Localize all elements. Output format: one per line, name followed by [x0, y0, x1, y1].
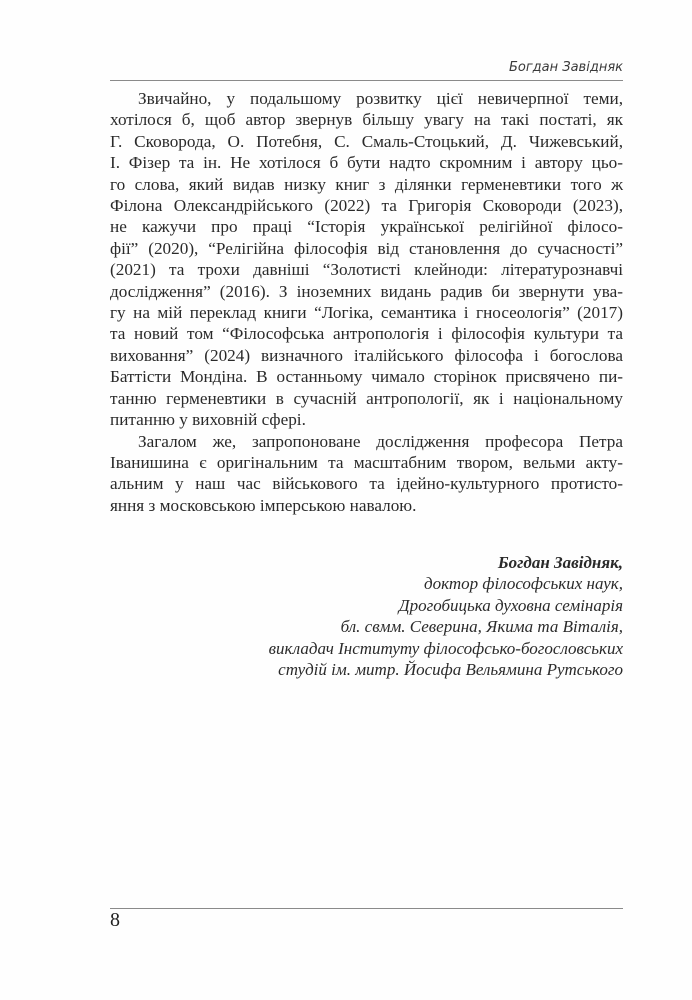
- text-line: Баттісти Мондіна. В останньому чимало сторінок присвячено пи-: [110, 367, 623, 387]
- text-line: го слова, який видав низку книг з ділянки герменевтики того ж: [110, 174, 623, 194]
- text-line: гу на мій переклад книги “Логіка, семантика і гносеологія” (2017): [110, 303, 623, 323]
- paragraph-2: [110, 431, 623, 517]
- signature-name: Богдан Завідняк,: [497, 553, 623, 572]
- text-line: яння з московською імперською навалою.: [110, 495, 417, 515]
- footer-rule: [110, 908, 623, 909]
- paragraph-1: [110, 88, 623, 431]
- text-line: дослідження” (2016). З іноземних видань радив би звернути ува-: [110, 281, 623, 301]
- signature-line: студій ім. митр. Йосифа Вельямина Рутського: [278, 660, 623, 680]
- text-line: виховання” (2024) визначного італійського філософа і богослова: [110, 345, 623, 365]
- text-line: Загалом же, запропоноване дослідження професора Петра: [138, 431, 623, 451]
- running-header: [110, 58, 623, 81]
- text-line: альним у наш час військового та ідейно-культурного протисто-: [110, 474, 623, 494]
- body-text: [110, 88, 623, 516]
- text-line: та новий том “Філософська антропологія і філософія культури та: [110, 324, 623, 344]
- text-line: Іванишина є оригінальним та масштабним твором, вельми акту-: [110, 452, 623, 472]
- text-line: не кажучи про праці “Історія української релігійної філосо-: [110, 217, 623, 237]
- signature-block: [200, 552, 623, 680]
- text-line: питанню у виховній сфері.: [110, 410, 306, 430]
- text-line: І. Фізер та ін. Не хотілося б бути надто скромним і автору цьо-: [110, 153, 623, 173]
- text-line: (2021) та трохи давніші “Золотисті клейноди: літературознавчі: [110, 260, 623, 280]
- text-line: танню герменевтики в сучасній антропології, як і національному: [110, 388, 623, 408]
- signature-line: доктор філософських наук,: [424, 574, 623, 594]
- signature-line: Дрогобицька духовна семінарія: [398, 595, 623, 615]
- signature-line: бл. свмм. Северина, Якима та Віталія,: [340, 617, 623, 637]
- text-line: фії” (2020), “Релігійна філософія від становлення до сучасності”: [110, 238, 623, 258]
- page-number: 8: [110, 909, 120, 931]
- signature-line: викладач Інституту філософсько-богословських: [268, 638, 623, 658]
- running-header-title: Богдан Завідняк: [508, 60, 623, 75]
- text-line: Звичайно, у подальшому розвитку цієї невичерпної теми,: [138, 89, 623, 108]
- text-line: Філона Олександрійського (2022) та Григорія Сковороди (2023),: [110, 196, 623, 216]
- text-line: хотілося б, щоб автор звернув більшу увагу на такі постаті, як: [110, 110, 623, 130]
- text-line: Г. Сковорода, О. Потебня, С. Смаль-Стоцький, Д. Чижевський,: [110, 131, 623, 151]
